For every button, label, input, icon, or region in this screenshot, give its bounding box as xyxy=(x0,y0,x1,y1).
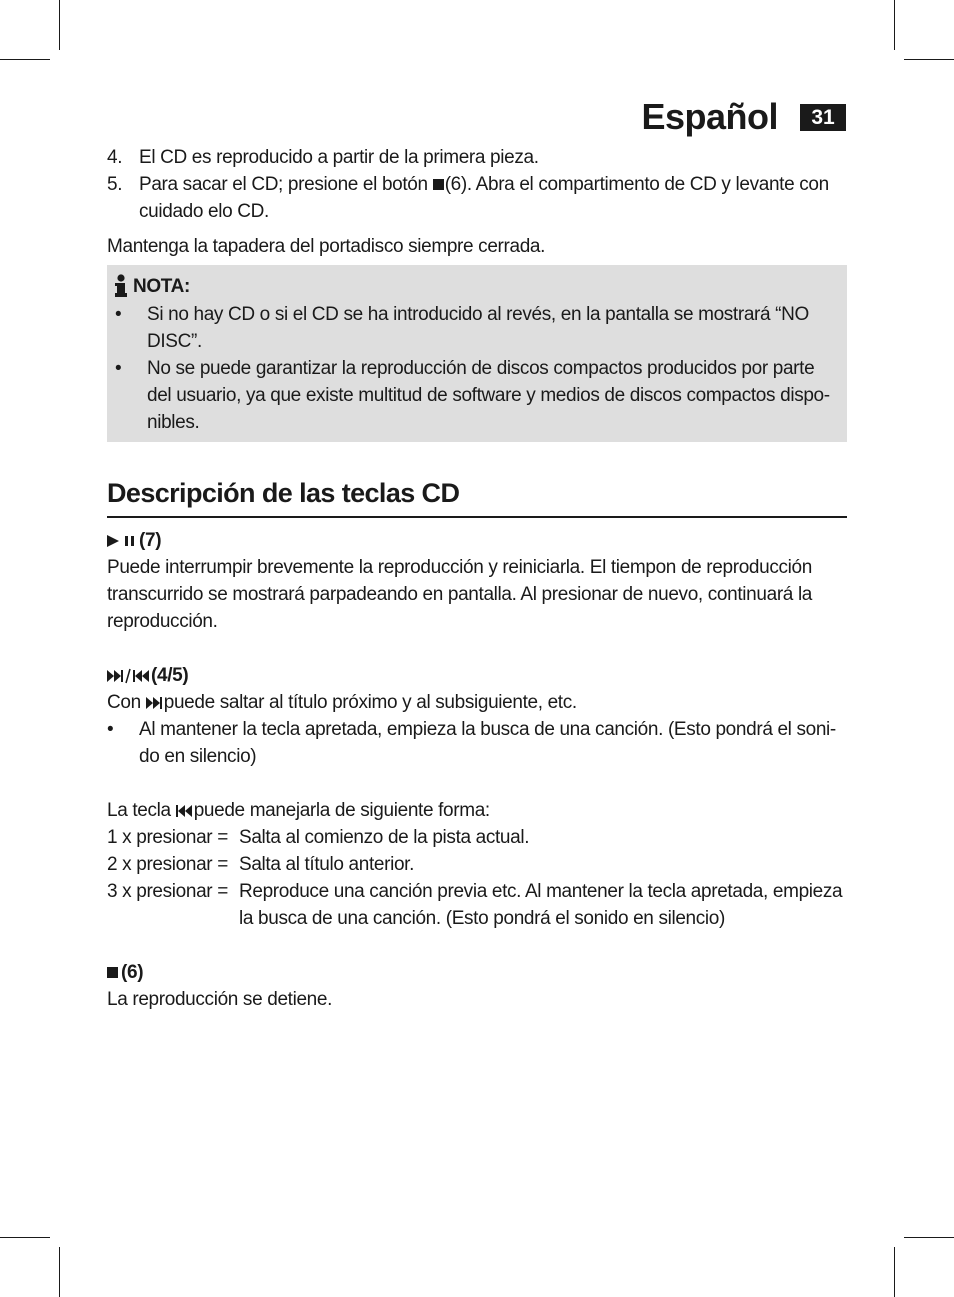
paragraph-line: La reproducción se detiene. xyxy=(107,989,333,1010)
note-box xyxy=(107,265,847,442)
note-item-line: No se puede garantizar la reproducción de discos compactos producidos por parte xyxy=(147,358,815,379)
bullet: • xyxy=(115,304,122,325)
key-heading-skip xyxy=(107,662,188,689)
bullet-line: Al mantener la tecla apretada, empieza la busca de una canción. (Esto pondrá el soni- xyxy=(139,719,836,740)
step-text-part: Para sacar el CD; presione el botón xyxy=(139,174,428,195)
note-item-line: DISC”. xyxy=(147,331,202,352)
press-description: la busca de una canción. (Esto pondrá el sonido en silencio) xyxy=(239,908,725,929)
press-description: Salta al comienzo de la pista actual. xyxy=(239,827,530,848)
crop-mark-bottom-right-vertical xyxy=(894,1247,895,1297)
step-number: 4. xyxy=(107,147,123,168)
crop-mark-bottom-left-horizontal xyxy=(0,1237,50,1238)
text-part: Con xyxy=(107,692,141,713)
key-heading-label: (6) xyxy=(121,962,144,983)
note-item-line: nibles. xyxy=(147,412,200,433)
page-number-badge: 31 xyxy=(800,104,846,131)
note-item-line: Si no hay CD o si el CD se ha introducido al revés, en la pantalla se mostrará “NO xyxy=(147,304,809,325)
skip-previous-icon xyxy=(176,803,194,819)
section-heading: Descripción de las teclas CD xyxy=(107,478,460,508)
text-part: puede manejarla de siguiente forma: xyxy=(193,800,490,821)
key-heading-label: (7) xyxy=(139,530,162,551)
crop-mark-top-right-vertical xyxy=(894,0,895,50)
bullet-line: do en silencio) xyxy=(139,746,257,767)
play-pause-icon xyxy=(107,534,139,548)
note-item-line: del usuario, ya que existe multitud de software y medios de discos compactos dispo- xyxy=(147,385,830,406)
paragraph-line: transcurrido se mostrará parpadeando en pantalla. Al presionar de nuevo, continuará la xyxy=(107,584,813,605)
paragraph: Mantenga la tapadera del portadisco siempre cerrada. xyxy=(107,236,546,257)
press-count: 3 x presionar = xyxy=(107,881,228,902)
page-title: Español xyxy=(641,96,778,137)
press-count: 2 x presionar = xyxy=(107,854,228,875)
paragraph-line: reproducción. xyxy=(107,611,218,632)
step-text xyxy=(139,171,829,198)
stop-icon xyxy=(107,967,121,979)
crop-mark-bottom-left-vertical xyxy=(59,1247,60,1297)
bullet: • xyxy=(115,358,122,379)
key-heading-label: (4/5) xyxy=(151,665,189,686)
step-number: 5. xyxy=(107,174,123,195)
crop-mark-top-left-vertical xyxy=(59,0,60,50)
crop-mark-top-left-horizontal xyxy=(0,59,50,60)
skip-next-prev-icon xyxy=(107,668,151,684)
text-part: puede saltar al título próximo y al subsiguiente, etc. xyxy=(163,692,577,713)
text-part: La tecla xyxy=(107,800,171,821)
info-icon xyxy=(114,274,128,298)
step-text: El CD es reproducido a partir de la primera pieza. xyxy=(139,147,539,168)
bullet: • xyxy=(107,719,114,740)
key-heading-play-pause xyxy=(107,527,161,554)
press-description: Reproduce una canción previa etc. Al mantener la tecla apretada, empieza xyxy=(239,881,843,902)
step-text-continued: cuidado elo CD. xyxy=(139,201,269,222)
crop-mark-top-right-horizontal xyxy=(904,59,954,60)
key-heading-stop xyxy=(107,959,143,986)
paragraph-line xyxy=(107,689,577,716)
stop-icon xyxy=(433,179,445,191)
step-text-part: (6). Abra el compartimento de CD y levante con xyxy=(444,174,829,195)
press-count: 1 x presionar = xyxy=(107,827,228,848)
crop-mark-bottom-right-horizontal xyxy=(904,1237,954,1238)
paragraph-line: Puede interrumpir brevemente la reproducción y reiniciarla. El tiempon de reproducción xyxy=(107,557,812,578)
press-description: Salta al título anterior. xyxy=(239,854,415,875)
note-label: NOTA: xyxy=(133,276,190,297)
section-divider xyxy=(107,516,847,518)
paragraph-line xyxy=(107,797,490,824)
skip-next-icon xyxy=(146,695,164,711)
